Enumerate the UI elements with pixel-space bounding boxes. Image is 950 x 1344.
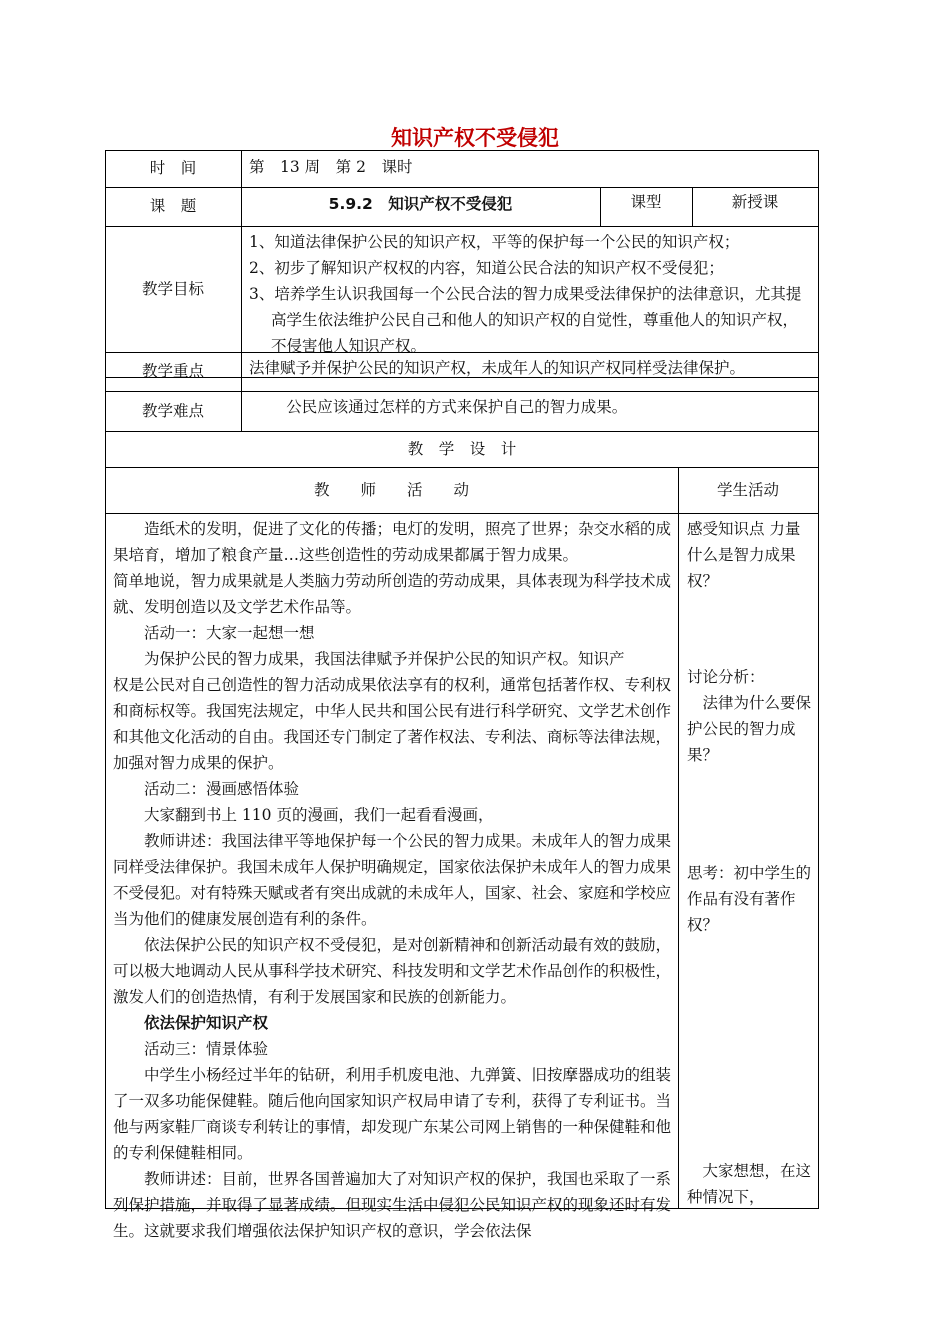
student-note-line: 思考：初中学生的作品有没有著作权？ xyxy=(687,864,812,934)
teacher-paragraph: 活动一：大家一起想一想 xyxy=(144,624,315,642)
student-column-header: 学生活动 xyxy=(716,481,779,499)
time-label-cell xyxy=(105,150,241,187)
teacher-paragraph: 活动三：情景体验 xyxy=(144,1040,269,1058)
student-note-line: 法律为什么要保护公民的智力成果？ xyxy=(687,694,812,764)
student-note-note1 xyxy=(687,516,813,594)
topic-label-cell xyxy=(105,187,241,226)
design-header-cell xyxy=(105,431,819,467)
student-note-note3 xyxy=(687,860,813,938)
goal-item: 1、知道法律保护公民的知识产权，平等的保护每一个公民的知识产权； xyxy=(249,233,740,251)
goal-item: 2、初步了解知识产权权的内容，知道公民合法的知识产权不受侵犯； xyxy=(249,259,724,277)
design-header: 教 学 设 计 xyxy=(407,440,517,458)
time-label: 时 间 xyxy=(149,159,197,177)
difficulty-content-cell xyxy=(249,394,813,426)
student-column-divider xyxy=(678,467,679,1208)
teacher-paragraph: 依法保护公民的知识产权不受侵犯，是对创新精神和创新活动最有效的鼓励，可以极大地调动人民从事科学技术研究、科技发明和文学艺术作品创作的积极性，激发人们的创造热情，有利于发展国家和民族的创新能力。 xyxy=(113,936,672,1006)
teacher-paragraph: 依法保护知识产权 xyxy=(144,1014,269,1032)
difficulty-label: 教学难点 xyxy=(141,402,204,420)
student-note-note4 xyxy=(687,1158,813,1210)
key-content-cell xyxy=(249,355,813,387)
goals-content-cell xyxy=(249,229,813,359)
lesson-plan-table xyxy=(105,150,819,1240)
teacher-paragraph: 活动二：漫画感悟体验 xyxy=(144,780,300,798)
topic-value-cell xyxy=(241,191,600,221)
type-label-cell xyxy=(600,189,692,219)
difficulty-label-cell xyxy=(105,391,241,431)
teacher-paragraph: 教师讲述：我国法律平等地保护每一个公民的智力成果。未成年人的智力成果同样受法律保护。我国未成年人保护明确规定，国家依法保护未成年人的智力成果不受侵犯。对有特殊天赋或者有突出成就的未成年人，国家、社会、家庭和学校应当为他们的健康发展创造有利的条件。 xyxy=(113,832,672,928)
key-point-label: 教学重点 xyxy=(141,362,204,380)
row-divider xyxy=(105,513,819,514)
student-column-header-cell xyxy=(678,467,818,513)
teacher-paragraph: 中学生小杨经过半年的钻研，利用手机废电池、九弹簧、旧按摩器成功的组装了一双多功能保健鞋。随后他向国家知识产权局申请了专利，获得了专利证书。当他与两家鞋厂商谈专利转让的事情，却发现广东某公司网上销售的一种保健鞋和他的专利保健鞋相同。 xyxy=(113,1066,672,1162)
type-value: 新授课 xyxy=(731,193,779,211)
teacher-column-header: 教 师 活 动 xyxy=(313,481,469,499)
type-label: 课型 xyxy=(630,193,662,211)
teacher-paragraph: 为保护公民的智力成果，我国法律赋予并保护公民的知识产权。知识产 xyxy=(144,650,625,668)
teacher-activity-body xyxy=(113,516,673,1240)
time-value-cell xyxy=(249,154,599,184)
goal-item: 3、培养学生认识我国每一个公民合法的智力成果受法律保护的法律意识，尤其提高学生依法维护公民自己和他人的知识产权的自觉性，尊重他人的知识产权，不侵害他人知识产权。 xyxy=(249,285,802,355)
teacher-paragraph: 简单地说，智力成果就是人类脑力劳动所创造的劳动成果，具体表现为科学技术成就、发明创造以及文学艺术作品等。 xyxy=(113,572,672,616)
student-note-line: 讨论分析： xyxy=(687,668,765,686)
teacher-paragraph: 教师讲述：目前，世界各国普遍加大了对知识产权的保护，我国也采取了一系列保护措施，并取得了显著成绩。但现实生活中侵犯公民知识产权的现象还时有发生。这就要求我们增强依法保护知识产权的意识，学会依法保 xyxy=(113,1170,672,1240)
student-note-line: 什么是智力成果权？ xyxy=(687,546,796,590)
teacher-paragraph: 造纸术的发明，促进了文化的传播；电灯的发明，照亮了世界；杂交水稻的成果培育，增加了粮食产量…这些创造性的劳动成果都属于智力成果。 xyxy=(113,520,672,564)
key-label-cell xyxy=(105,352,241,391)
teacher-column-header-cell xyxy=(105,467,678,513)
time-value: 第 13 周 第 2 课时 xyxy=(249,158,413,176)
key-point-text: 法律赋予并保护公民的知识产权，未成年人的知识产权同样受法律保护。 xyxy=(249,359,746,377)
teacher-paragraph: 权是公民对自己创造性的智力活动成果依法享有的权利，通常包括著作权、专利权和商标权等。我国宪法规定，中华人民共和国公民有进行科学研究、文学艺术创作和其他文化活动的自由。我国还专门制定了著作权法、专利法、商标等法律法规，加强对智力成果的保护。 xyxy=(113,676,672,772)
topic-label: 课 题 xyxy=(149,197,197,215)
student-note-note2 xyxy=(687,664,813,768)
goals-label: 教学目标 xyxy=(141,280,204,298)
difficulty-text: 公民应该通过怎样的方式来保护自己的智力成果。 xyxy=(286,398,628,416)
topic-value: 5.9.2 知识产权不受侵犯 xyxy=(328,195,513,213)
student-note-line: 大家想想，在这种情况下， xyxy=(687,1162,812,1206)
type-value-cell xyxy=(692,189,818,219)
goals-label-cell xyxy=(105,226,241,352)
student-note-line: 感受知识点 力量 xyxy=(687,520,801,538)
teacher-paragraph: 大家翻到书上 110 页的漫画，我们一起看看漫画， xyxy=(144,806,494,824)
table-border-right xyxy=(818,150,819,1209)
page-title: 知识产权不受侵犯 xyxy=(391,126,559,150)
